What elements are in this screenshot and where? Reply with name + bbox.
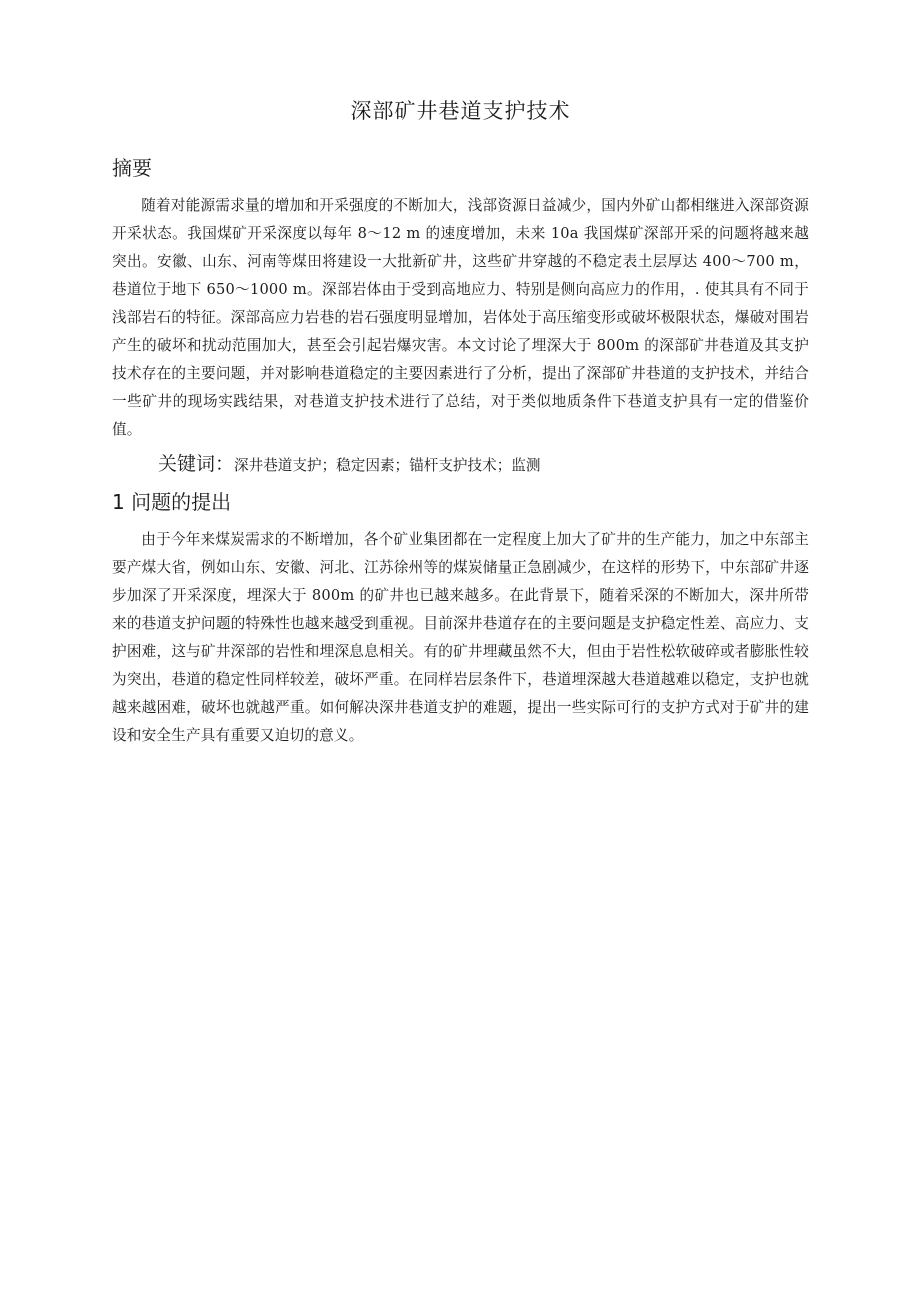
section-1-heading: 1 问题的提出 <box>112 490 232 514</box>
abstract-section <box>112 154 809 444</box>
section-1 <box>112 488 809 750</box>
keywords-label: 关键词： <box>158 453 235 475</box>
abstract-heading: 摘要 <box>112 156 152 180</box>
document-page <box>112 96 809 750</box>
abstract-paragraph: 随着对能源需求量的增加和开采强度的不断加大，浅部资源日益减少，国内外矿山都相继进入深部资源开采状态。我国煤矿开采深度以每年 8～12 m 的速度增加，未来 10a 我国煤矿深部开采的问题将越来越突出。安徽、山东、河南等煤田将建设一大批新矿井，这些矿井穿越的不稳定表土层厚达 400～700 m，巷道位于地下 650～1000 m。深部岩体由于受到高地应力、特别是侧向高应力的作用，. 使其具有不同于浅部岩石的特征。深部高应力岩巷的岩石强度明显增加，岩体处于高压缩变形或破坏极限状态，爆破对围岩产生的破坏和扰动范围加大，甚至会引起岩爆灾害。本文讨论了埋深大于 800m 的深部矿井巷道及其支护技术存在的主要问题，并对影响巷道稳定的主要因素进行了分析，提出了深部矿井巷道的支护技术，并结合一些矿井的现场实践结果，对巷道支护技术进行了总结，对于类似地质条件下巷道支护具有一定的借鉴价值。 <box>112 197 809 438</box>
keywords-list: 深井巷道支护；稳定因素；锚杆支护技术；监测 <box>234 457 541 474</box>
document-title: 深部矿井巷道支护技术 <box>350 99 571 123</box>
section-1-paragraph: 由于今年来煤炭需求的不断增加，各个矿业集团都在一定程度上加大了矿井的生产能力，加之中东部主要产煤大省，例如山东、安徽、河北、江苏徐州等的煤炭储量正急剧减少，在这样的形势下，中东部矿井逐步加深了开采深度，埋深大于 800m 的矿井也已越来越多。在此背景下，随着采深的不断加大，深井所带来的巷道支护问题的特殊性也越来越受到重视。目前深井巷道存在的主要问题是支护稳定性差、高应力、支护困难，这与矿井深部的岩性和埋深息息相关。有的矿井埋藏虽然不大，但由于岩性松软破碎或者膨胀性较为突出，巷道的稳定性同样较差，破坏严重。在同样岩层条件下，巷道埋深越大巷道越难以稳定，支护也就越来越困难，破坏也就越严重。如何解决深井巷道支护的难题，提出一些实际可行的支护方式对于矿井的建设和安全生产具有重要又迫切的意义。 <box>112 531 809 744</box>
keywords-line <box>158 450 809 480</box>
